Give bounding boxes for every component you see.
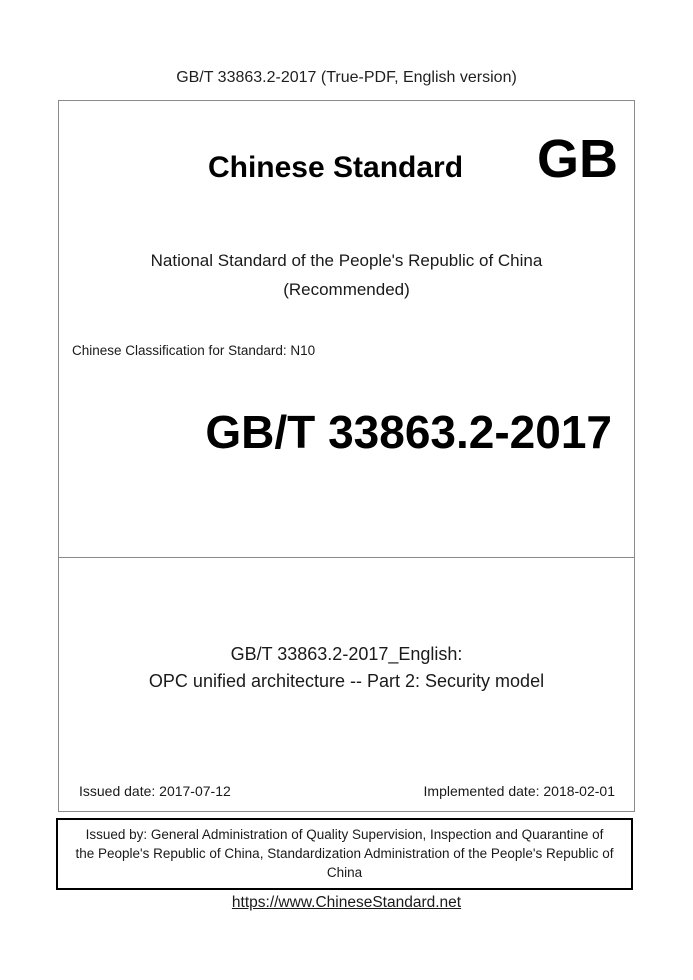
english-title-line1: GB/T 33863.2-2017_English: [230, 644, 463, 664]
dates-row [79, 783, 615, 800]
issued-by-line1: Issued by: General Administration of Quality Supervision, Inspection and Quarantine of [85, 827, 604, 842]
cover-top-section [59, 101, 634, 558]
recommended-label: (Recommended) [283, 280, 410, 299]
footer [0, 893, 693, 912]
issued-by-line2: the People's Republic of China, Standardization Administration of the People's Republic of [75, 846, 614, 861]
cover-middle-section [59, 559, 634, 811]
national-standard-title: National Standard of the People's Republic of China [150, 251, 543, 270]
brand-title: Chinese Standard [207, 151, 464, 184]
issued-by-line3: China [326, 865, 363, 880]
standard-number: GB/T 33863.2-2017 [205, 406, 612, 458]
implemented-date: Implemented date: 2018-02-01 [423, 783, 615, 799]
issued-date: Issued date: 2017-07-12 [79, 783, 231, 799]
issued-by-box [56, 818, 633, 890]
english-title-line2: OPC unified architecture -- Part 2: Security model [148, 671, 545, 691]
document-header-title: GB/T 33863.2-2017 (True-PDF, English version) [176, 69, 517, 86]
cover-outer-box [58, 100, 635, 812]
classification-label: Chinese Classification for Standard: N10 [72, 343, 316, 358]
website-link[interactable]: https://www.ChineseStandard.net [231, 894, 462, 911]
gb-logo-mark: GB [537, 129, 618, 189]
